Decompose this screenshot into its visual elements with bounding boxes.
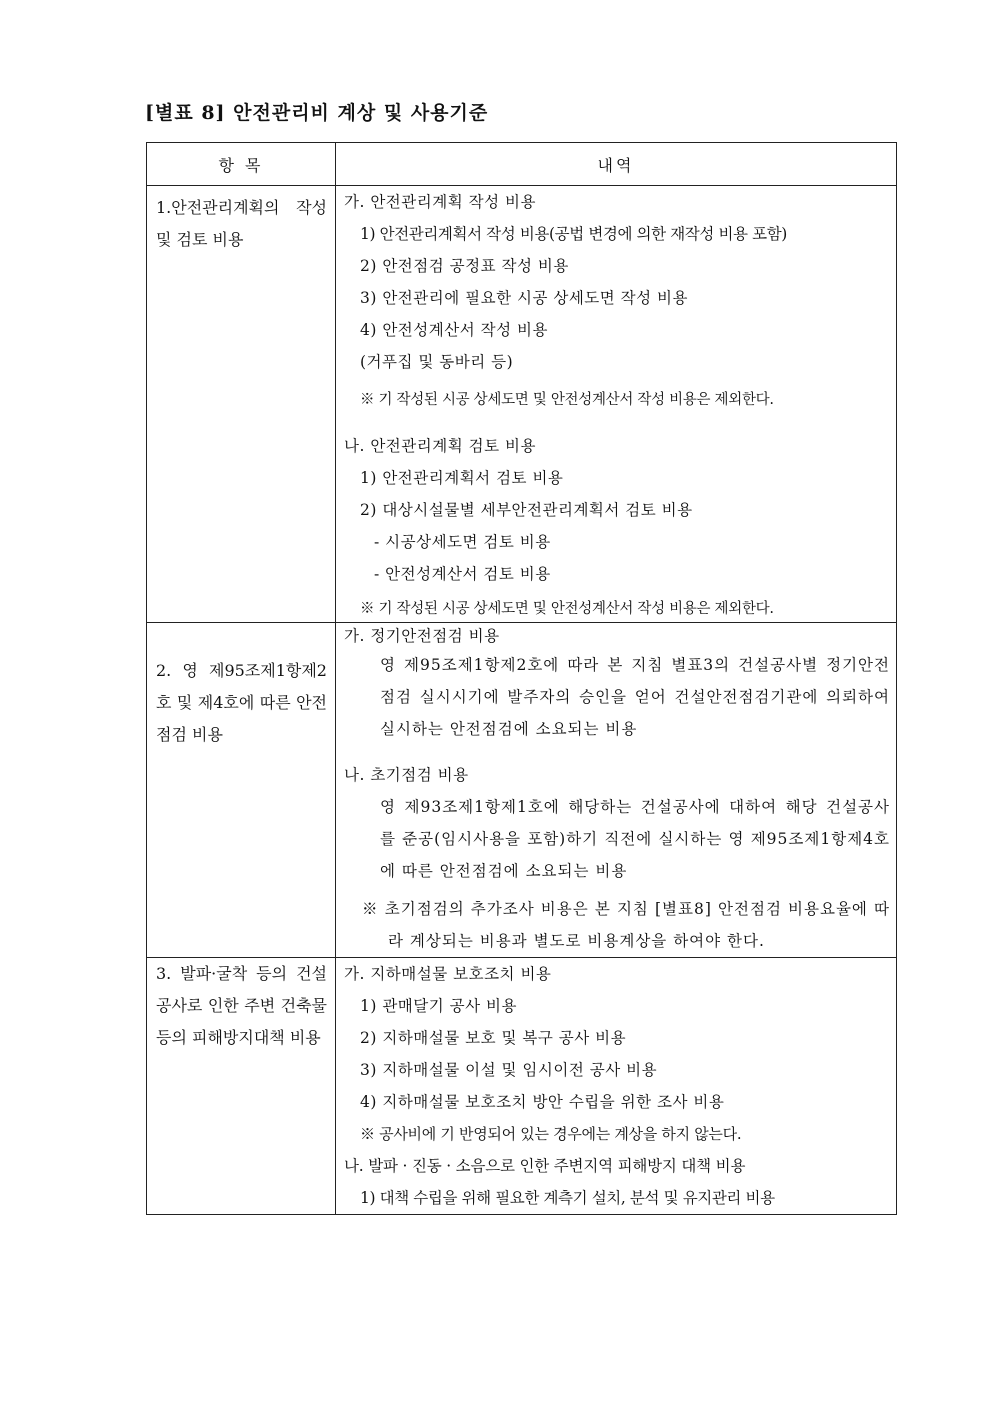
detail-line: 2) 안전점검 공정표 작성 비용 [360, 257, 569, 275]
row-details-2 [336, 623, 897, 958]
note-line: ※ 공사비에 기 반영되어 있는 경우에는 계상을 하지 않는다. [360, 1125, 742, 1143]
row-item-2: 2. 영 제95조제1항제2호 및 제4호에 따른 안전점검 비용 [147, 623, 336, 958]
note-line: ※ 기 작성된 시공 상세도면 및 안전성계산서 작성 비용은 제외한다. [360, 601, 774, 617]
detail-line: 1) 안전관리계획서 검토 비용 [360, 469, 564, 487]
detail-line: 2) 지하매설물 보호 및 복구 공사 비용 [360, 1029, 627, 1047]
table-row [147, 623, 897, 958]
detail-line: 4) 지하매설물 보호조치 방안 수립을 위한 조사 비용 [360, 1093, 725, 1111]
detail-paragraph: 영 제93조제1항제1호에 해당하는 건설공사에 대하여 해당 건설공사를 준공(임시사용을 포함)하기 직전에 실시하는 영 제95조제1항제4호에 따른 안전점검에 소요되는 비용 [380, 798, 890, 880]
row-details-1 [336, 186, 897, 623]
detail-line: 2) 대상시설물별 세부안전관리계획서 검토 비용 [360, 501, 693, 519]
detail-line: 4) 안전성계산서 작성 비용 [360, 321, 548, 339]
detail-line: 1) 관매달기 공사 비용 [360, 997, 517, 1015]
detail-line: 3) 안전관리에 필요한 시공 상세도면 작성 비용 [360, 289, 688, 307]
detail-line: 3) 지하매설물 이설 및 임시이전 공사 비용 [360, 1061, 658, 1079]
detail-paragraph: 영 제95조제1항제2호에 따라 본 지침 별표3의 건설공사별 정기안전점검 실시시기에 발주자의 승인을 얻어 건설안전점검기관에 의뢰하여 실시하는 안전점검에 소요되는 비용 [380, 656, 890, 738]
header-item: 항 목 [147, 143, 336, 186]
detail-line: 가. 정기안전점검 비용 [344, 627, 500, 645]
detail-line: 나. 초기점검 비용 [344, 766, 469, 784]
detail-line: 나. 안전관리계획 검토 비용 [344, 437, 536, 455]
table-row [147, 958, 897, 1215]
table-row [147, 186, 897, 623]
detail-line: - 안전성계산서 검토 비용 [374, 565, 551, 583]
detail-line: 가. 지하매설물 보호조치 비용 [344, 965, 552, 983]
row-item-1: 1.안전관리계획의 작성 및 검토 비용 [147, 186, 336, 623]
note-paragraph: ※ 초기점검의 추가조사 비용은 본 지침 [별표8] 안전점검 비용요율에 따라 계상되는 비용과 별도로 비용계상을 하여야 한다. [362, 900, 890, 950]
detail-line: (거푸집 및 동바리 등) [360, 353, 514, 371]
detail-line: 나. 발파 · 진동 · 소음으로 인한 주변지역 피해방지 대책 비용 [344, 1157, 746, 1175]
detail-line: 1) 안전관리계획서 작성 비용(공법 변경에 의한 재작성 비용 포함) [360, 225, 787, 243]
note-line: ※ 기 작성된 시공 상세도면 및 안전성계산서 작성 비용은 제외한다. [360, 392, 774, 408]
table-header-row [147, 143, 897, 186]
document-title: [별표 8] 안전관리비 계상 및 사용기준 [145, 102, 489, 124]
header-details: 내역 [336, 143, 897, 186]
detail-line: - 시공상세도면 검토 비용 [374, 533, 551, 551]
row-item-3: 3. 발파·굴착 등의 건설공사로 인한 주변 건축물 등의 피해방지대책 비용 [147, 958, 336, 1215]
safety-cost-table [146, 142, 897, 1215]
detail-line: 가. 안전관리계획 작성 비용 [344, 193, 536, 211]
detail-line: 1) 대책 수립을 위해 필요한 계측기 설치, 분석 및 유지관리 비용 [360, 1189, 775, 1207]
row-details-3 [336, 958, 897, 1215]
